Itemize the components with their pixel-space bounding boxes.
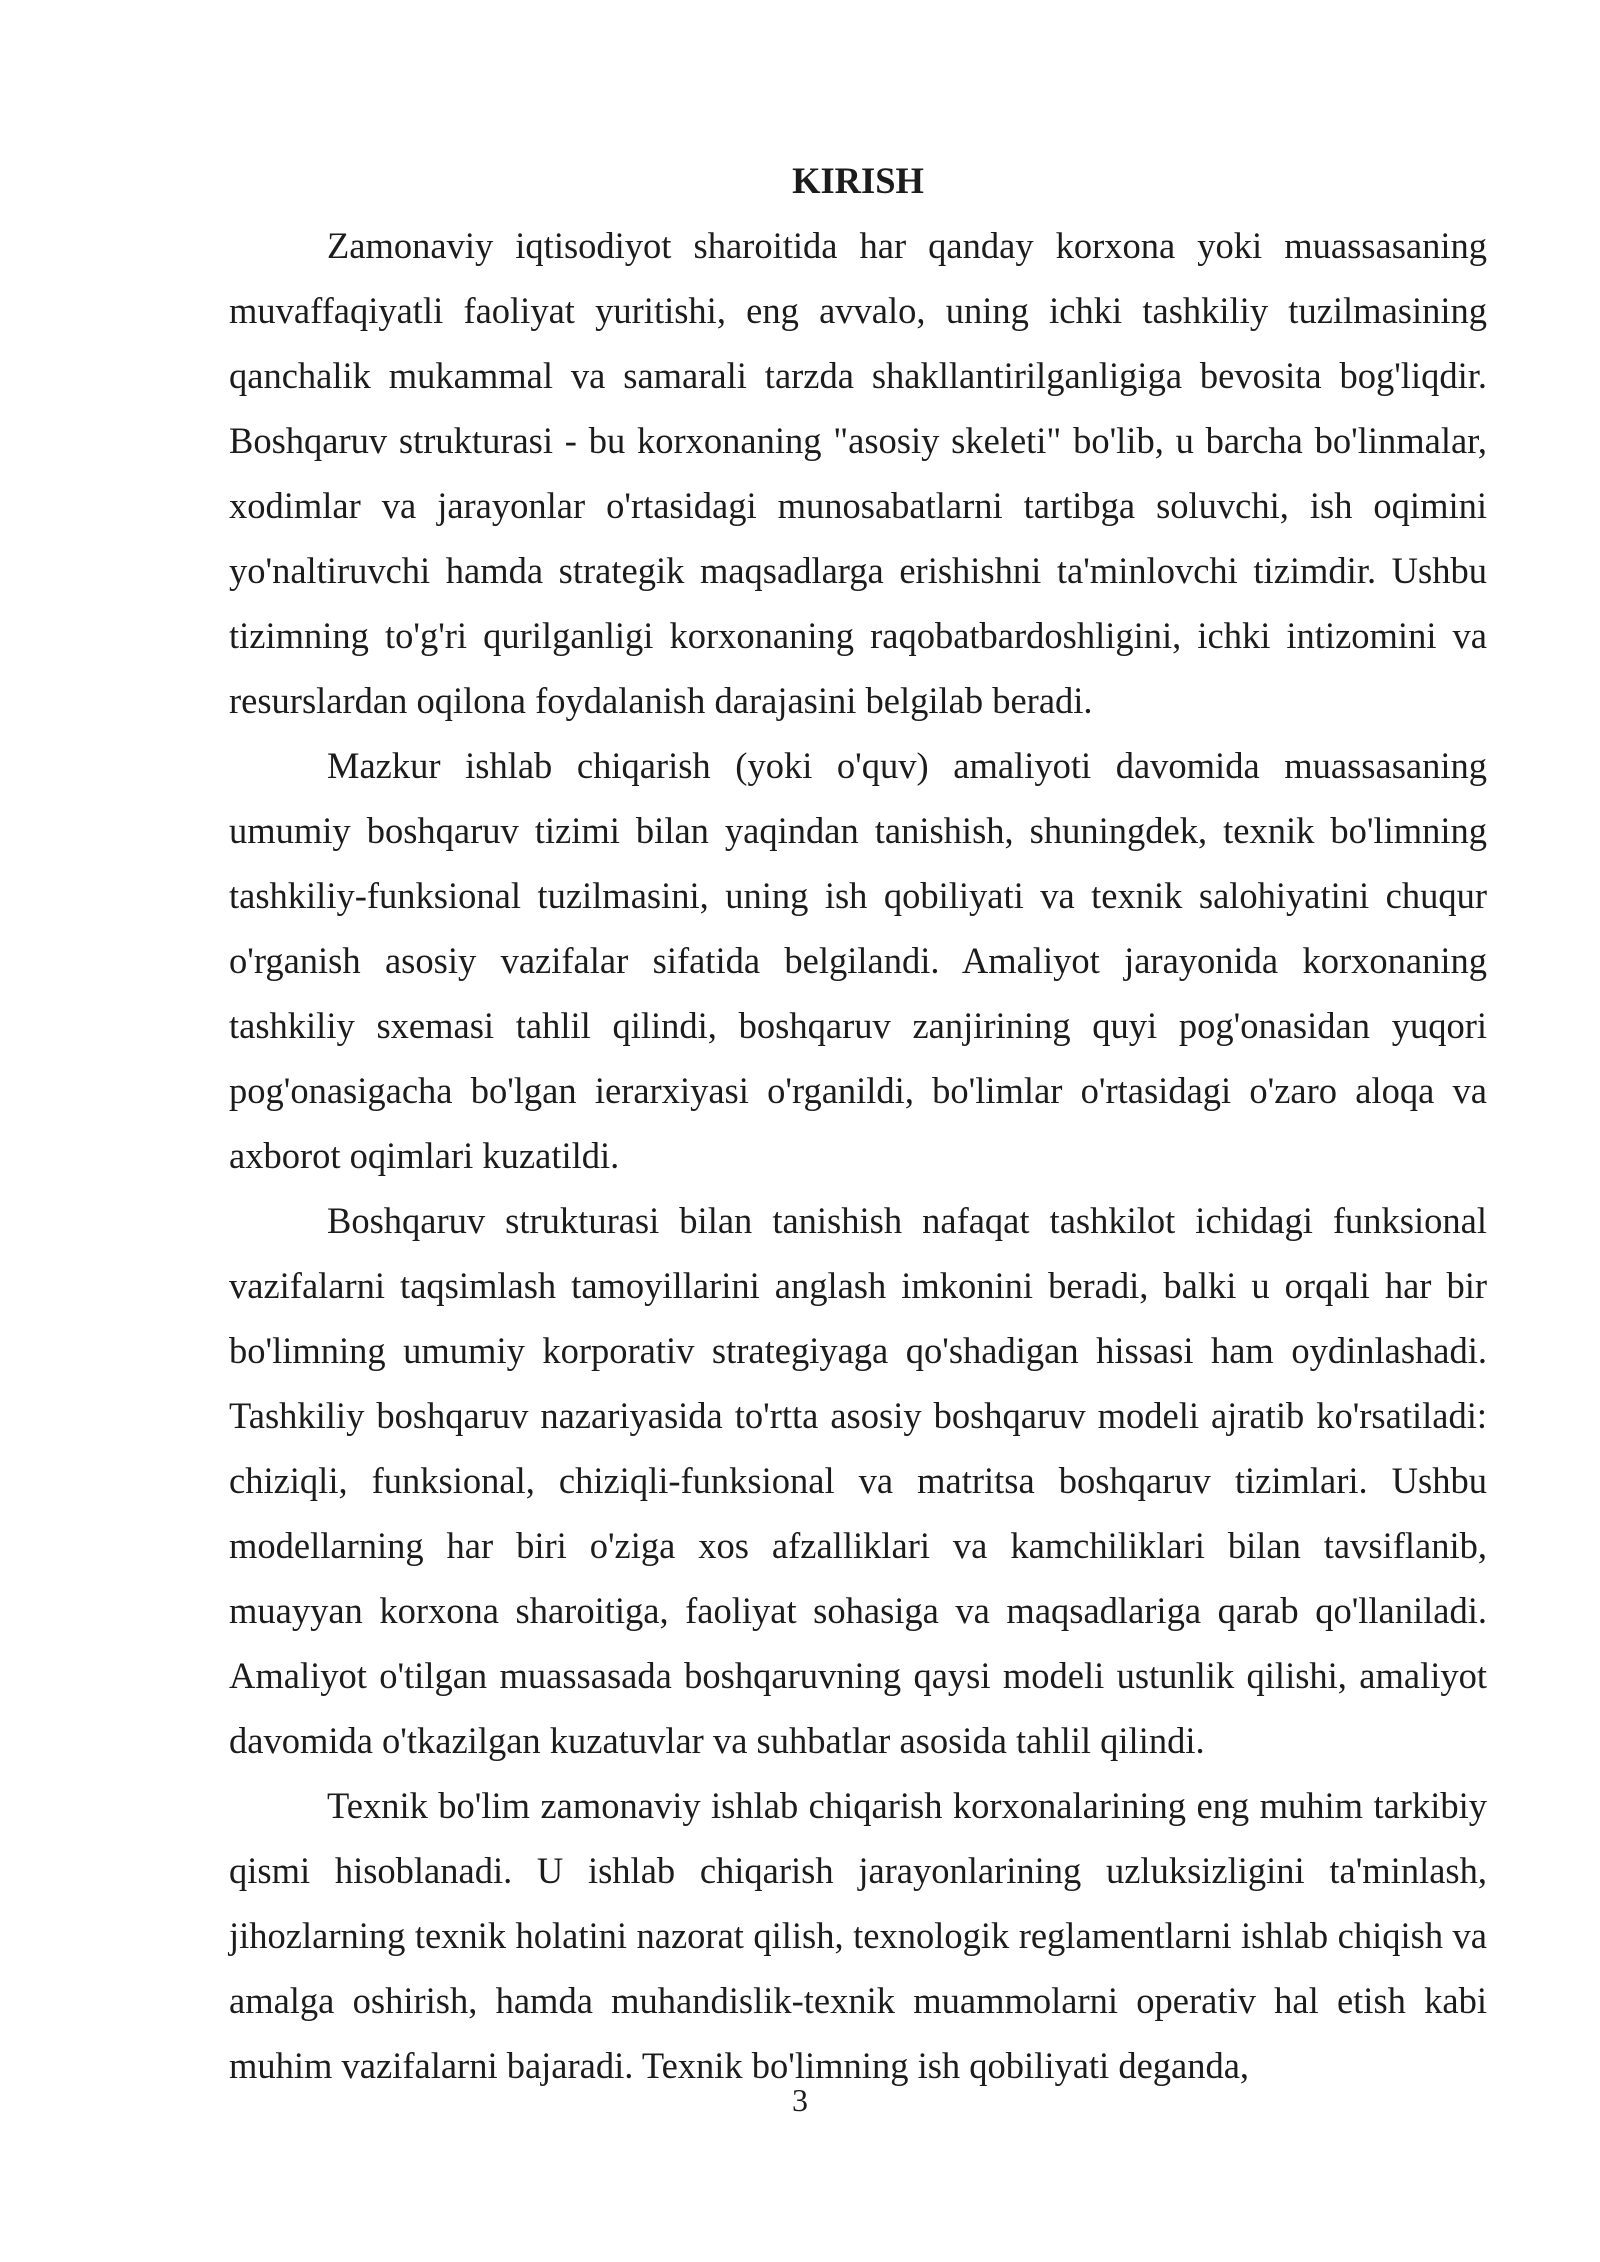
paragraph-1: Zamonaviy iqtisodiyot sharoitida har qanday korxona yoki muassasaning muvaffaqiyatli faoliyat yuritishi, eng avvalo, uning ichki tashkiliy tuzilmasining qanchalik mukammal va samarali tarzda shakllantirilganligiga bevosita bog'liqdir. Boshqaruv strukturasi - bu korxonaning "asosiy skeleti" bo'lib, u barcha bo'linmalar, xodimlar va jarayonlar o'rtasidagi munosabatlarni tartibga soluvchi, ish oqimini yo'naltiruvchi hamda strategik maqsadlarga erishishni ta'minlovchi tizimdir. Ushbu tizimning to'g'ri qurilganligi korxonaning raqobatbardoshligini, ichki intizomini va resurslardan oqilona foydalanish darajasini belgilab beradi. <box>229 225 1487 721</box>
paragraph-3: Boshqaruv strukturasi bilan tanishish nafaqat tashkilot ichidagi funksional vazifalarni taqsimlash tamoyillarini anglash imkonini beradi, balki u orqali har bir bo'limning umumiy korporativ strategiyaga qo'shadigan hissasi ham oydinlashadi. Tashkiliy boshqaruv nazariyasida to'rtta asosiy boshqaruv modeli ajratib ko'rsatiladi: chiziqli, funksional, chiziqli-funksional va matritsa boshqaruv tizimlari. Ushbu modellarning har biri o'ziga xos afzalliklari va kamchiliklari bilan tavsiflanib, muayyan korxona sharoitiga, faoliyat sohasiga va maqsadlariga qarab qo'llaniladi. Amaliyot o'tilgan muassasada boshqaruvning qaysi modeli ustunlik qilishi, amaliyot davomida o'tkazilgan kuzatuvlar va suhbatlar asosida tahlil qilindi. <box>229 1200 1487 1761</box>
section-heading: KIRISH <box>792 160 924 201</box>
paragraph-2: Mazkur ishlab chiqarish (yoki o'quv) amaliyoti davomida muassasaning umumiy boshqaruv tizimi bilan yaqindan tanishish, shuningdek, texnik bo'limning tashkiliy-funksional tuzilmasini, uning ish qobiliyati va texnik salohiyatini chuqur o'rganish asosiy vazifalar sifatida belgilandi. Amaliyot jarayonida korxonaning tashkiliy sxemasi tahlil qilindi, boshqaruv zanjirining quyi pog'onasidan yuqori pog'onasigacha bo'lgan ierarxiyasi o'rganildi, bo'limlar o'rtasidagi o'zaro aloqa va axborot oqimlari kuzatildi. <box>229 745 1487 1176</box>
page-body <box>229 148 1487 2098</box>
paragraph-4: Texnik bo'lim zamonaviy ishlab chiqarish korxonalarining eng muhim tarkibiy qismi hisoblanadi. U ishlab chiqarish jarayonlarining uzluksizligini ta'minlash, jihozlarning texnik holatini nazorat qilish, texnologik reglamentlarni ishlab chiqish va amalga oshirish, hamda muhandislik-texnik muammolarni operativ hal etish kabi muhim vazifalarni bajaradi. Texnik bo'limning ish qobiliyati deganda, <box>229 1785 1487 2086</box>
page-number: 3 <box>792 2082 808 2118</box>
